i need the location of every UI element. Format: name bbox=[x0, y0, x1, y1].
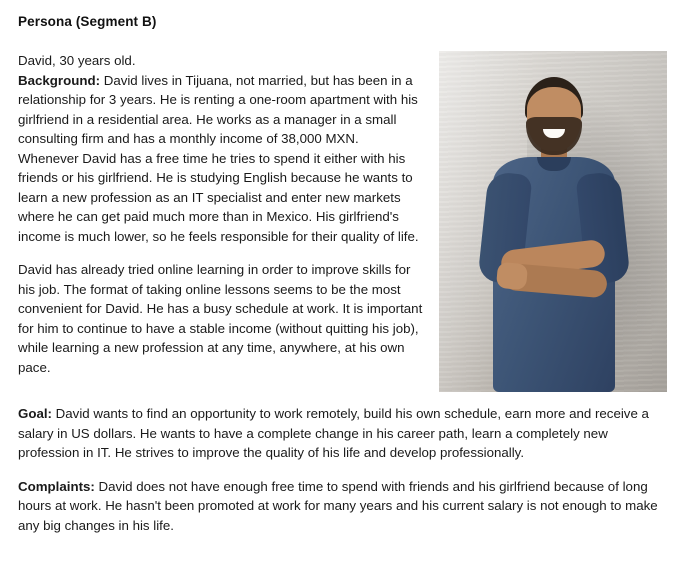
photo-person-figure bbox=[453, 77, 653, 392]
persona-portrait-photo bbox=[439, 51, 667, 392]
goal-text: David wants to find an opportunity to work remotely, build his own schedule, earn more and receive a salary in US dollars. He wants to have a complete change in his career path, learn a completely new profession in IT. He strives to improve the quality of his life and develop professionally. bbox=[18, 406, 649, 460]
background-text: David lives in Tijuana, not married, but has been in a relationship for 3 years. He is renting a one-room apartment with his girlfriend in a residential area. He works as a manager in a small consulting firm and has a monthly income of 38,000 MXN. Whenever David has a free time he tries to spend it either with his friends or his girlfriend. He is studying English because he wants to learn a new profession as an IT specialist and enter new markets where he can get paid much more than in Mexico. His girlfriend's income is much lower, so he feels responsible for their quality of life. bbox=[18, 72, 419, 244]
complaints-paragraph bbox=[18, 477, 667, 536]
page-title: Persona (Segment B) bbox=[18, 14, 157, 29]
background-label: Background: bbox=[18, 72, 101, 88]
person-hand bbox=[496, 262, 528, 291]
complaints-text: David does not have enough free time to spend with friends and his girlfriend because of long hours at work. He hasn't been promoted at work for many years and his current salary is not enough to make any big changes in his life. bbox=[18, 478, 658, 533]
complaints-label: Complaints: bbox=[18, 478, 95, 494]
goal-paragraph bbox=[18, 404, 667, 463]
online-learning-text: David has already tried online learning in order to improve skills for his job. The format of taking online lessons seems to be the most convenient for David. He has a busy schedule at work. It is important for him to continue to have a stable income (without quitting his job), while learning a new profession at any time, anywhere, at his own pace. bbox=[18, 262, 423, 375]
persona-intro-text: David, 30 years old. bbox=[18, 53, 136, 68]
goal-label: Goal: bbox=[18, 406, 52, 421]
